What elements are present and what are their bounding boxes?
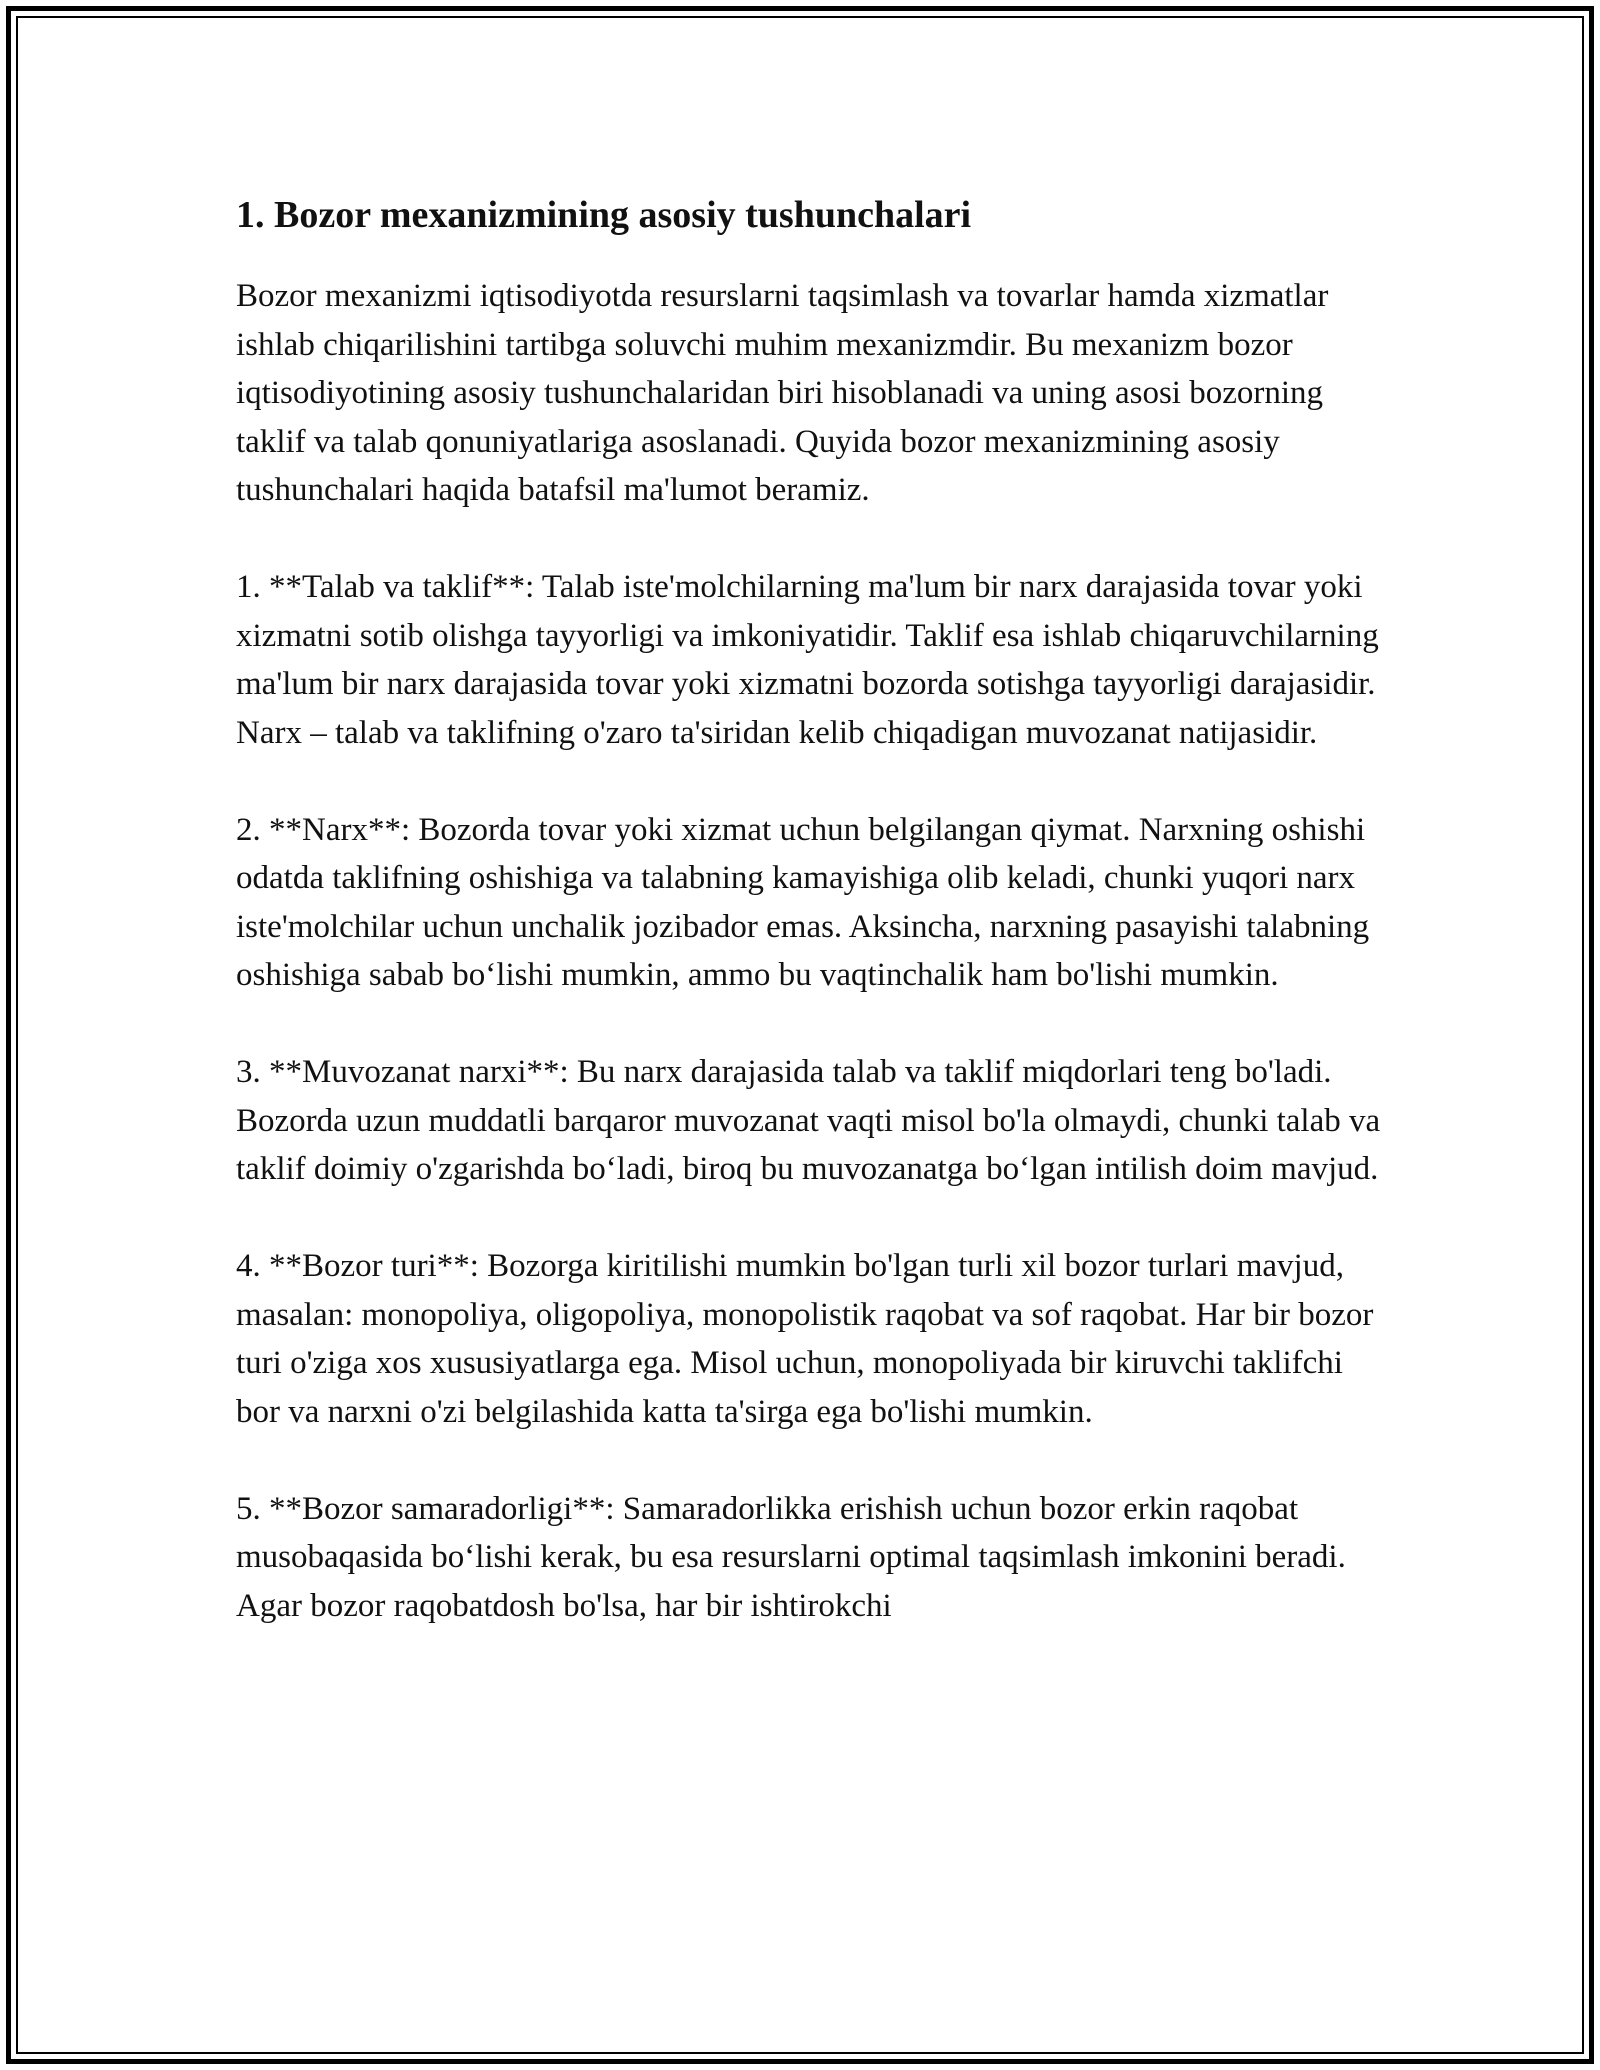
intro-paragraph: Bozor mexanizmi iqtisodiyotda resurslarni taqsimlash va tovarlar hamda xizmatlar ishlab chiqarilishini tartibga soluvchi muhim mexanizmdir. Bu mexanizm bozor iqtisodiyotining asosiy tushunchalaridan biri hisoblanadi va uning asosi bozorning taklif va talab qonuniyatlariga asoslanadi. Quyida bozor mexanizmining asosiy tushunchalari haqida batafsil ma'lumot beramiz. bbox=[236, 278, 1329, 508]
paragraph-bozor-samaradorligi: 5. **Bozor samaradorligi**: Samaradorlikka erishish uchun bozor erkin raqobat musobaqasida bo‘lishi kerak, bu esa resurslarni optimal taqsimlash imkonini beradi. Agar bozor raqobatdosh bo'lsa, har bir ishtirokchi bbox=[236, 1490, 1346, 1624]
paragraph-bozor-turi: 4. **Bozor turi**: Bozorga kiritilishi mumkin bo'lgan turli xil bozor turlari mavjud, masalan: monopoliya, oligopoliya, monopolistik raqobat va sof raqobat. Har bir bozor turi o'ziga xos xususiyatlarga ega. Misol uchun, monopoliyada bir kiruvchi taklifchi bor va narxni o'zi belgilashida katta ta'sirga ega bo'lishi mumkin. bbox=[236, 1248, 1374, 1430]
paragraph-narx: 2. **Narx**: Bozorda tovar yoki xizmat uchun belgilangan qiymat. Narxning oshishi odatda taklifning oshishiga va talabning kamayishiga olib keladi, chunki yuqori narx iste'molchilar uchun unchalik jozibador emas. Aksincha, narxning pasayishi talabning oshishiga sabab bo‘lishi mumkin, ammo bu vaqtinchalik ham bo'lishi mumkin. bbox=[236, 811, 1370, 993]
document-page bbox=[236, 184, 1386, 1679]
paragraph-talab-va-taklif: 1. **Talab va taklif**: Talab iste'molchilarning ma'lum bir narx darajasida tovar yoki xizmatni sotib olishga tayyorligi va imkoniyatidir. Taklif esa ishlab chiqaruvchilarning ma'lum bir narx darajasida tovar yoki xizmatni bozorda sotishga tayyorligi darajasidir. Narx – talab va taklifning o'zaro ta'siridan kelib chiqadigan muvozanat natijasidir. bbox=[236, 569, 1379, 751]
document-title: 1. Bozor mexanizmining asosiy tushunchalari bbox=[236, 194, 972, 236]
paragraph-muvozanat-narxi: 3. **Muvozanat narxi**: Bu narx darajasida talab va taklif miqdorlari teng bo'ladi. Bozorda uzun muddatli barqaror muvozanat vaqti misol bo'la olmaydi, chunki talab va taklif doimiy o'zgarishda bo‘ladi, biroq bu muvozanatga bo‘lgan intilish doim mavjud. bbox=[236, 1054, 1381, 1187]
